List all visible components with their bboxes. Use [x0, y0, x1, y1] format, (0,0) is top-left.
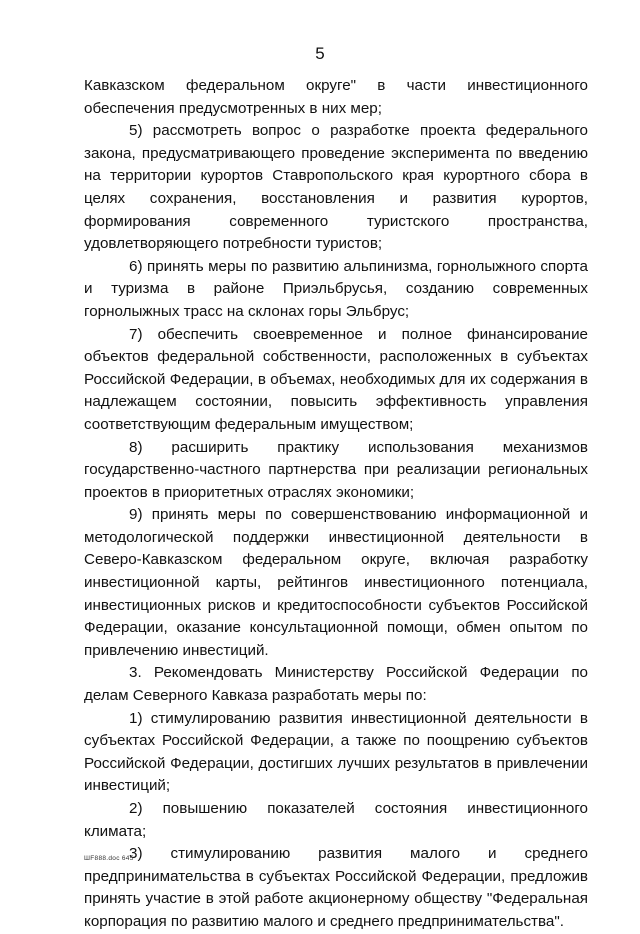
paragraph-subitem-3: 3) стимулированию развития малого и среднего предпринимательства в субъектах Российской Федерации, предложив принять участие в этой работе акционерному обществу "Федеральная корпорация по развитию малого и среднего предпринимательства". — [84, 845, 588, 930]
page-number: 5 — [315, 44, 325, 63]
paragraph-item-9: 9) принять меры по совершенствованию информационной и методологической поддержки инвестиционной деятельности в Северо-Кавказском федеральном округе, включая разработку инвестиционной карты, рейтингов инвестиционного потенциала, инвестиционных рисков и кредитоспособности субъектов Российской Федерации, оказание консультационной помощи, обмен опытом по привлечению инвестиций. — [84, 506, 588, 659]
paragraph-item-7: 7) обеспечить своевременное и полное финансирование объектов федеральной собственности, расположенных в субъектах Российской Федерации, в объемах, необходимых для их содержания в надлежащем состоянии, повысить эффективность управления соответствующим федеральным имуществом; — [84, 325, 588, 433]
paragraph-subitem-2: 2) повышению показателей состояния инвестиционного климата; — [84, 800, 588, 840]
document-body — [84, 75, 588, 934]
paragraph-item-5: 5) рассмотреть вопрос о разработке проекта федерального закона, предусматривающего проведение эксперимента по введению на территории курортов Ставропольского края курортного сбора в целях сохранения, восстановления и развития курортов, формирования современного туристского пространства, удовлетворяющего потребности туристов; — [84, 122, 588, 253]
paragraph-subitem-1: 1) стимулированию развития инвестиционной деятельности в субъектах Российской Федерации, а также по поощрению субъектов Российской Федерации, достигших лучших результатов в привлечении инвестиций; — [84, 709, 588, 795]
paragraph-item-6: 6) принять меры по развитию альпинизма, горнолыжного спорта и туризма в районе Приэльбрусья, созданию современных горнолыжных трасс на склонах горы Эльбрус; — [84, 257, 588, 320]
paragraph-section-3: 3. Рекомендовать Министерству Российской Федерации по делам Северного Кавказа разработать меры по: — [84, 664, 588, 705]
paragraph-item-8: 8) расширить практику использования механизмов государственно-частного партнерства при реализации региональных проектов в приоритетных отраслях экономики; — [84, 438, 588, 501]
footer-file-code: ШF888.doc 645 — [84, 855, 134, 862]
paragraph-continuation: Кавказском федеральном округе" в части инвестиционного обеспечения предусмотренных в них мер; — [84, 77, 588, 117]
